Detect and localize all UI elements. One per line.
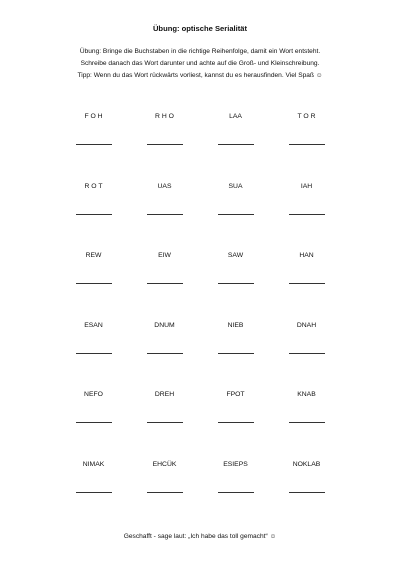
- instruction-line-3: Tipp: Wenn du das Wort rückwärts vorliest, kannst du es herausfinden. Viel Spaß ☺: [77, 72, 323, 79]
- scrambled-word: DREH: [154, 391, 175, 399]
- answer-line: [76, 144, 112, 145]
- word-cell: [200, 321, 271, 354]
- answer-line: [76, 283, 112, 284]
- answer-line: [147, 422, 183, 423]
- word-cell: [271, 390, 342, 423]
- answer-line: [218, 353, 254, 354]
- scrambled-word: FPOT: [226, 391, 245, 399]
- answer-line: [218, 422, 254, 423]
- answer-line: [147, 144, 183, 145]
- word-cell: [58, 460, 129, 493]
- answer-line: [76, 422, 112, 423]
- word-cell: [129, 460, 200, 493]
- answer-line: [147, 214, 183, 215]
- word-cell: [129, 390, 200, 423]
- scrambled-word: R O T: [84, 182, 103, 190]
- scrambled-word: NIMAK: [82, 460, 105, 468]
- scrambled-word: R H O: [155, 113, 174, 120]
- answer-line: [218, 283, 254, 284]
- scrambled-word: EIW: [158, 252, 171, 260]
- word-cell: [129, 251, 200, 284]
- scrambled-word: DNAH: [296, 321, 317, 329]
- scrambled-word: T O R: [297, 113, 316, 120]
- scrambled-word: EHCÜK: [152, 460, 177, 468]
- answer-line: [76, 214, 112, 215]
- word-cell: [58, 251, 129, 284]
- answer-line: [289, 283, 325, 284]
- word-cell: [271, 182, 342, 215]
- word-row-1: [58, 112, 342, 182]
- word-cell: [200, 182, 271, 215]
- answer-line: [76, 353, 112, 354]
- scrambled-word: F O H: [84, 113, 103, 120]
- word-cell: [200, 112, 271, 145]
- answer-line: [289, 422, 325, 423]
- scrambled-word: IAH: [300, 182, 313, 190]
- word-row-2: [58, 182, 342, 252]
- answer-line: [76, 492, 112, 493]
- answer-line: [218, 144, 254, 145]
- word-row-4: [58, 321, 342, 391]
- scrambled-word: NOKLAB: [292, 460, 321, 468]
- word-cell: [129, 112, 200, 145]
- answer-line: [289, 144, 325, 145]
- word-cell: [58, 321, 129, 354]
- page-title: Übung: optische Serialität: [152, 24, 248, 33]
- word-cell: [200, 460, 271, 493]
- answer-line: [147, 492, 183, 493]
- word-cell: [271, 251, 342, 284]
- word-cell: [271, 112, 342, 145]
- word-cell: [271, 321, 342, 354]
- scrambled-word: KNAB: [297, 391, 316, 399]
- scrambled-word: NIEB: [227, 321, 244, 329]
- scrambled-word-grid: [58, 112, 342, 530]
- answer-line: [218, 492, 254, 493]
- answer-line: [218, 214, 254, 215]
- instructions: [0, 46, 400, 82]
- scrambled-word: NEFO: [84, 391, 103, 399]
- scrambled-word: SAW: [227, 252, 244, 260]
- answer-line: [289, 353, 325, 354]
- scrambled-word: UAS: [157, 182, 172, 190]
- scrambled-word: ESAN: [84, 321, 103, 329]
- answer-line: [147, 353, 183, 354]
- word-cell: [58, 390, 129, 423]
- answer-line: [289, 492, 325, 493]
- word-row-5: [58, 390, 342, 460]
- word-cell: [129, 182, 200, 215]
- scrambled-word: REW: [85, 252, 102, 260]
- scrambled-word: HAN: [299, 252, 314, 260]
- answer-line: [289, 214, 325, 215]
- scrambled-word: LAA: [229, 113, 242, 120]
- word-cell: [129, 321, 200, 354]
- word-cell: [58, 182, 129, 215]
- scrambled-word: SUA: [228, 182, 243, 190]
- word-row-6: [58, 460, 342, 530]
- instruction-line-1: Übung: Bringe die Buchstaben in die richtige Reihenfolge, damit ein Wort entsteht.: [79, 48, 321, 55]
- instruction-line-2: Schreibe danach das Wort darunter und achte auf die Groß- und Kleinschreibung.: [80, 60, 320, 67]
- word-row-3: [58, 251, 342, 321]
- word-cell: [271, 460, 342, 493]
- word-cell: [200, 251, 271, 284]
- scrambled-word: ESIEPS: [223, 460, 248, 468]
- word-cell: [58, 112, 129, 145]
- scrambled-word: DNUM: [154, 321, 175, 329]
- word-cell: [200, 390, 271, 423]
- footer-note: Geschafft - sage laut: „Ich habe das toll gemacht“ ☺: [123, 533, 277, 540]
- answer-line: [147, 283, 183, 284]
